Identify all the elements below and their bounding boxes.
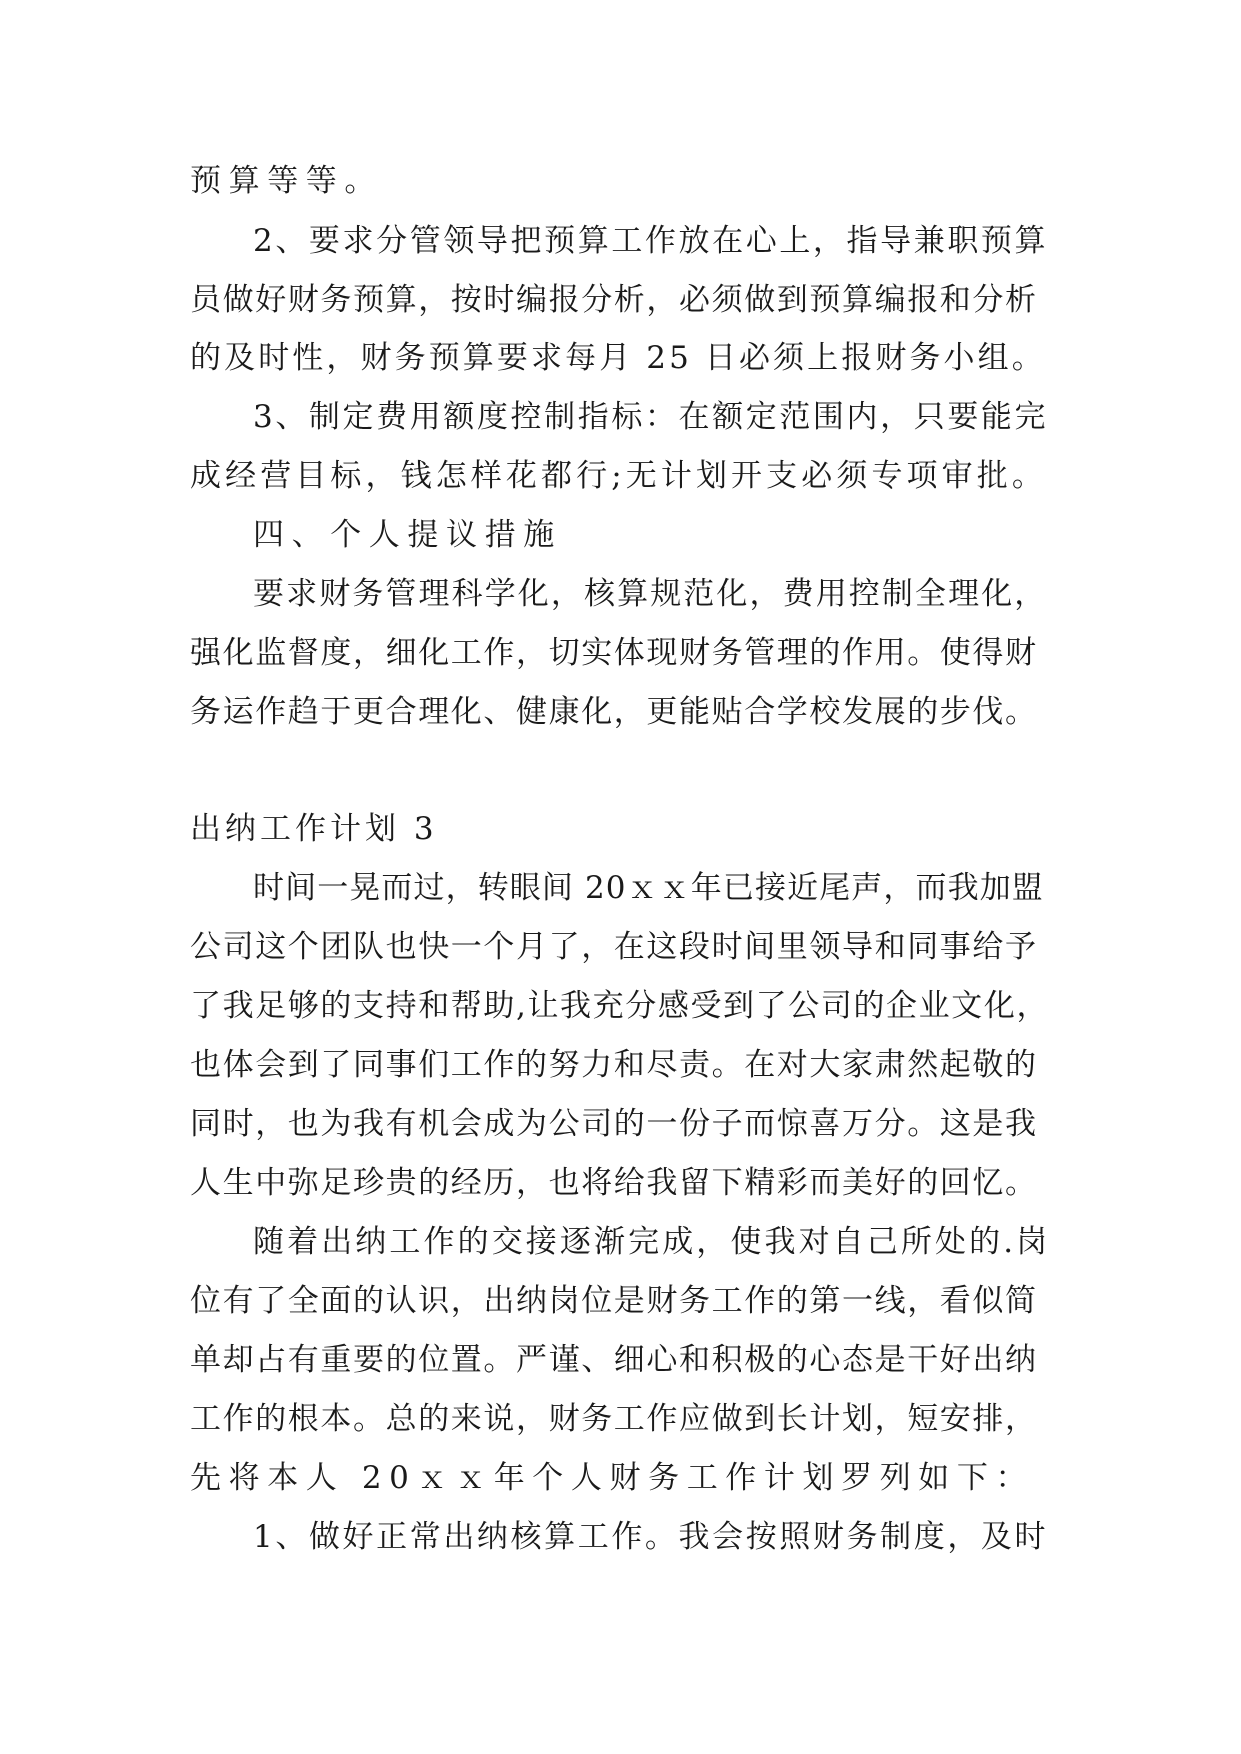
paragraph-line: 2、要求分管领导把预算工作放在心上，指导兼职预算 <box>253 223 1049 259</box>
paragraph-line: 先将本人 20ｘｘ年个人财务工作计划罗列如下： <box>190 1460 1035 1496</box>
paragraph-line: 随着出纳工作的交接逐渐完成，使我对自己所处的.岗 <box>253 1224 1051 1260</box>
paragraph-line: 同时，也为我有机会成为公司的一份子而惊喜万分。这是我 <box>190 1106 1038 1142</box>
section-title: 出纳工作计划 3 <box>190 811 438 847</box>
paragraph-line: 公司这个团队也快一个月了，在这段时间里领导和同事给予 <box>190 929 1038 965</box>
paragraph-line: 成经营目标，钱怎样花都行;无计划开支必须专项审批。 <box>190 458 1047 494</box>
paragraph-line: 要求财务管理科学化，核算规范化，费用控制全理化， <box>253 576 1048 612</box>
paragraph-line: 务运作趋于更合理化、健康化，更能贴合学校发展的步伐。 <box>190 694 1038 730</box>
paragraph-line: 也体会到了同事们工作的努力和尽责。在对大家肃然起敬的 <box>190 1047 1038 1083</box>
paragraph-line: 1、做好正常出纳核算工作。我会按照财务制度，及时 <box>253 1519 1049 1555</box>
paragraph-line: 单却占有重要的位置。严谨、细心和积极的心态是干好出纳 <box>190 1342 1038 1378</box>
paragraph-line: 员做好财务预算，按时编报分析，必须做到预算编报和分析 <box>190 282 1038 318</box>
paragraph-line: 人生中弥足珍贵的经历，也将给我留下精彩而美好的回忆。 <box>190 1165 1038 1201</box>
section-heading: 四、个人提议措施 <box>253 517 562 553</box>
paragraph-line: 位有了全面的认识，出纳岗位是财务工作的第一线，看似简 <box>190 1283 1038 1319</box>
paragraph-line: 3、制定费用额度控制指标：在额定范围内，只要能完 <box>253 399 1049 435</box>
paragraph-line: 了我足够的支持和帮助,让我充分感受到了公司的企业文化， <box>190 988 1050 1024</box>
paragraph-line: 工作的根本。总的来说，财务工作应做到长计划，短安排， <box>190 1401 1038 1437</box>
paragraph-line: 预算等等。 <box>190 163 383 199</box>
paragraph-line: 时间一晃而过，转眼间 20ｘｘ年已接近尾声，而我加盟 <box>253 870 1044 906</box>
paragraph-line: 强化监督度，细化工作，切实体现财务管理的作用。使得财 <box>190 635 1038 671</box>
paragraph-line: 的及时性，财务预算要求每月 25 日必须上报财务小组。 <box>190 340 1046 376</box>
